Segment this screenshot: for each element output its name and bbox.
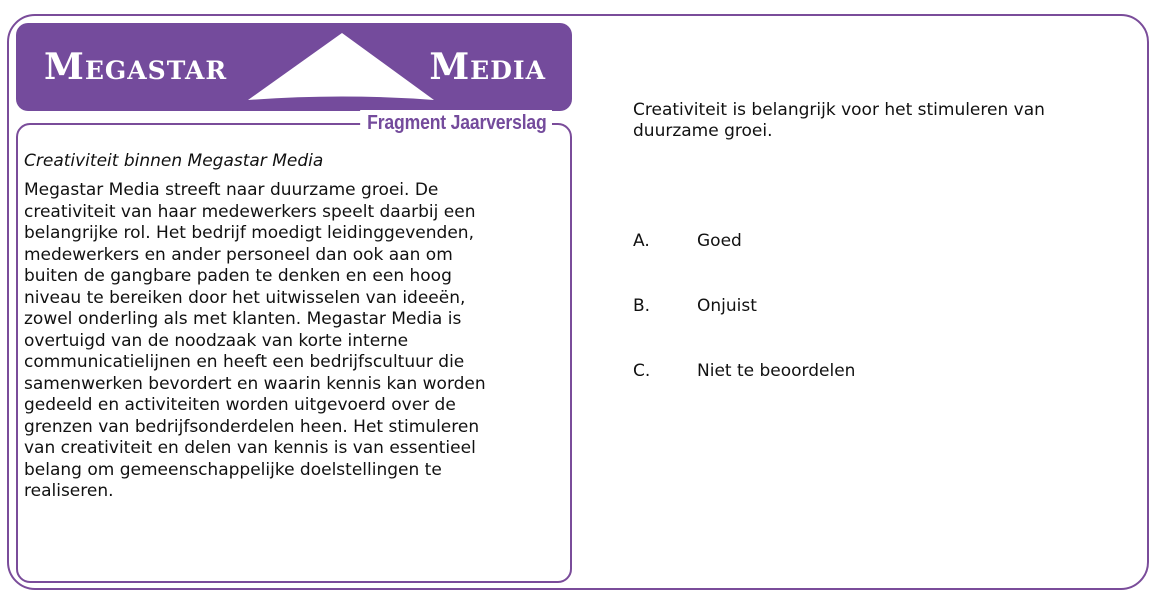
document-line: belang om gemeenschappelijke doelstellingen te — [24, 459, 442, 480]
option-text: Goed — [697, 231, 742, 251]
option-letter: A. — [633, 231, 650, 251]
option-text: Onjuist — [697, 296, 757, 316]
question-line: Creativiteit is belangrijk voor het stimuleren van — [633, 100, 1045, 120]
document-line: medewerkers en ander personeel dan ook aan om — [24, 244, 453, 265]
option-text: Niet te beoordelen — [697, 361, 856, 381]
document-line: grenzen van bedrijfsonderdelen heen. Het stimuleren — [24, 416, 480, 437]
document-line: van creativiteit en delen van kennis is van essentieel — [24, 438, 476, 458]
logo-banner — [16, 23, 572, 111]
document-line: samenwerken bevordert en waarin kennis kan worden — [24, 373, 486, 394]
document-line: overtuigd van de noodzaak van korte interne — [24, 330, 409, 351]
document-body — [24, 180, 564, 503]
document-line: communicatielijnen en heeft een bedrijfscultuur die — [24, 352, 465, 372]
document-line: Megastar Media streeft naar duurzame groei. De — [24, 180, 439, 200]
document-line: niveau te bereiken door het uitwisselen van ideeën, — [24, 287, 466, 308]
document-heading: Creativiteit binnen Megastar Media — [24, 151, 324, 171]
option-a[interactable] — [633, 230, 742, 252]
document-line: realiseren. — [24, 481, 114, 501]
document-tab-label: Fragment Jaarverslag — [360, 110, 552, 136]
document-line: zowel onderling als met klanten. Megastar Media is — [24, 309, 462, 329]
document-line: belangrijke rol. Het bedrijf moedigt leidinggevenden, — [24, 223, 474, 243]
option-c[interactable] — [633, 360, 855, 382]
question-statement — [633, 100, 1045, 142]
document-line: buiten de gangbare paden te denken en een hoog — [24, 266, 452, 286]
option-letter: C. — [633, 361, 651, 381]
option-b[interactable] — [633, 295, 757, 317]
logo-word-right: Media — [429, 46, 546, 88]
document-line: gedeeld en activiteiten worden uitgevoerd over de — [24, 395, 456, 415]
question-line: duurzame groei. — [633, 121, 773, 141]
option-letter: B. — [633, 296, 651, 316]
logo-word-left: Megastar — [44, 46, 228, 88]
document-line: creativiteit van haar medewerkers speelt daarbij een — [24, 201, 476, 222]
